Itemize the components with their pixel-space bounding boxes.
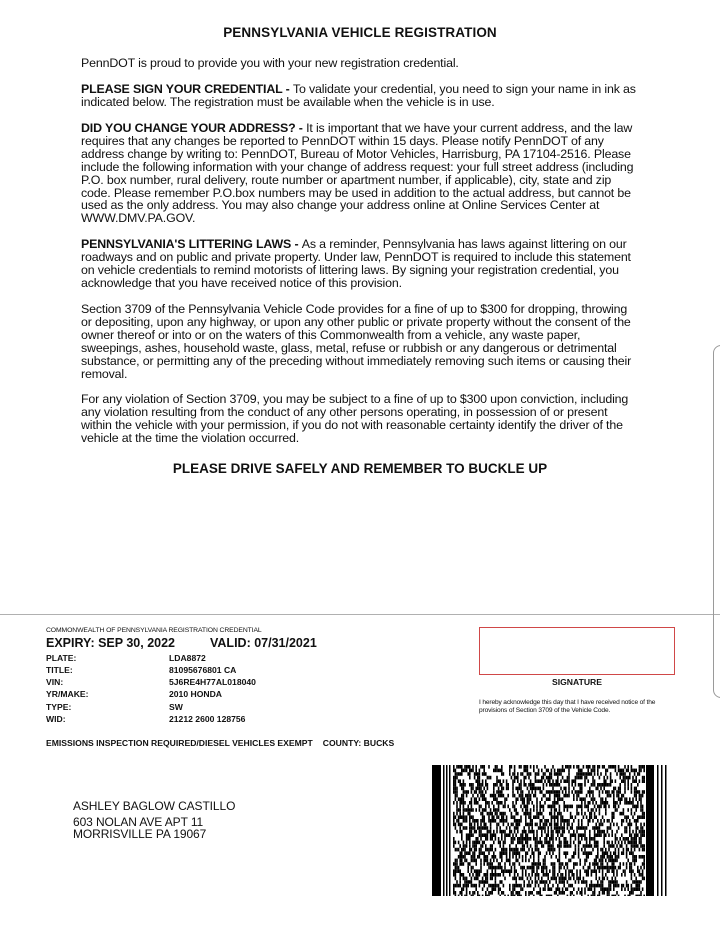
signature-box[interactable]	[479, 627, 675, 675]
pdf417-barcode-icon	[432, 765, 674, 896]
emissions-line	[46, 738, 394, 748]
closing-message: PLEASE DRIVE SAFELY AND REMEMBER TO BUCKLE UP	[172, 461, 548, 476]
littering-heading: PENNSYLVANIA'S LITTERING LAWS -	[81, 237, 302, 251]
field-label: PLATE:	[46, 653, 77, 663]
perforation-separator	[0, 614, 720, 615]
county: COUNTY: BUCKS	[322, 738, 395, 748]
field-value: SW	[169, 702, 183, 712]
sign-heading: PLEASE SIGN YOUR CREDENTIAL -	[81, 82, 293, 96]
littering-text: As a reminder, Pennsylvania has laws against littering on our roadways and on public and private property. Under law, PennDOT is required to include this statement on vehicle credentials to remind motorists of littering laws. By signing your registration credential, you acknowledge that you have received notice of this provision.	[81, 237, 631, 290]
field-label: TITLE:	[46, 665, 73, 675]
side-frame	[713, 345, 720, 698]
acknowledgement-text: I hereby acknowledge this day that I have received notice of the provisions of Section 3709 of the Vehicle Code.	[479, 699, 656, 714]
field-value: LDA8872	[169, 653, 206, 663]
address-heading: DID YOU CHANGE YOUR ADDRESS? -	[81, 121, 307, 135]
field-value: 2010 HONDA	[169, 689, 223, 699]
sign-text: To validate your credential, you need to sign your name in ink as indicated below. The registration must be available when the vehicle is in use.	[81, 82, 636, 109]
violation-paragraph: For any violation of Section 3709, you may be subject to a fine of up to $300 upon conviction, including any violation resulting from the conduct of any other persons operating, in possession of or present within the vehicle with your permission, if you do not with reasonable certainty identify the driver of the vehicle at the time the violation occurred.	[81, 392, 629, 445]
address-line-2: MORRISVILLE PA 19067	[73, 827, 207, 841]
field-label: WID:	[46, 714, 66, 724]
owner-name: ASHLEY BAGLOW CASTILLO	[73, 799, 236, 813]
address-line-1: 603 NOLAN AVE APT 11	[73, 815, 204, 829]
emissions-notice: EMISSIONS INSPECTION REQUIRED/DIESEL VEHICLES EXEMPT	[46, 738, 313, 748]
field-label: TYPE:	[46, 702, 72, 712]
doc-title: PENNSYLVANIA VEHICLE REGISTRATION	[223, 25, 497, 40]
field-value: 5J6RE4H77AL018040	[169, 677, 256, 687]
field-label: YR/MAKE:	[46, 689, 89, 699]
valid-date: VALID: 07/31/2021	[210, 636, 317, 650]
signature-label: SIGNATURE	[552, 677, 602, 687]
address-paragraph	[81, 122, 641, 225]
section-3709-paragraph: Section 3709 of the Pennsylvania Vehicle Code provides for a fine of up to $300 for dropping, throwing or depositing, upon any highway, or upon any other public or private property without the consent of the owner thereof or into or on the waters of this Commonwealth from a vehicle, any waste paper, sweepings, ashes, household waste, glass, metal, refuse or rubbish or any dangerous or detrimental substance, or permitting any of the preceding without immediately removing such items or causing their removal.	[81, 302, 632, 381]
littering-paragraph	[81, 238, 641, 290]
field-value: 81095676801 CA	[169, 665, 237, 675]
intro-paragraph: PennDOT is proud to provide you with your new registration credential.	[81, 56, 459, 70]
field-value: 21212 2600 128756	[169, 714, 246, 724]
address-text: It is important that we have your current address, and the law requires that any changes be reported to PennDOT within 15 days. Please notify PennDOT of any address change by writing to: PennDOT, Bureau of Motor Vehicles, Harrisburg, PA 17104-2516. Please include the following information with your change of address request: your full street address (including P.O. box number, rural delivery, route number or apartment number, if applicable), city, state and zip code. Please remember P.O.box numbers may be used in addition to the actual address, but cannot be used as the only address. You may also change your address online at Online Services Center at WWW.DMV.PA.GOV.	[81, 121, 634, 226]
expiry-date: EXPIRY: SEP 30, 2022	[46, 636, 176, 650]
field-label: VIN:	[46, 677, 64, 687]
sign-paragraph	[81, 83, 641, 109]
credential-header: COMMONWEALTH OF PENNSYLVANIA REGISTRATION CREDENTIAL	[46, 627, 262, 634]
